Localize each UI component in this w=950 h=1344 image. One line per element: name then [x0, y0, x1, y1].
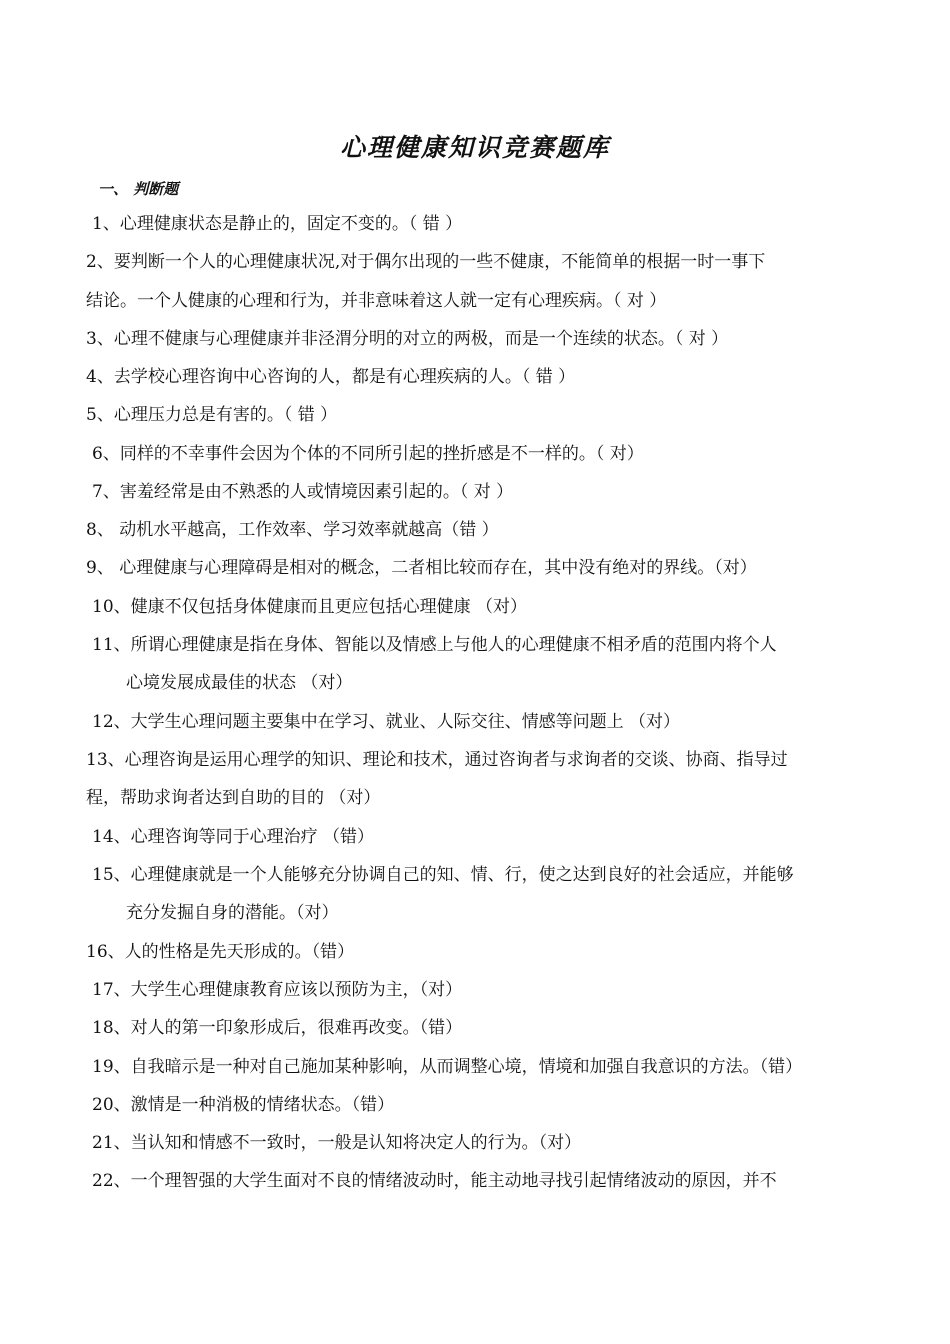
question-line: 18、对人的第一印象形成后，很难再改变。（错）: [92, 1018, 463, 1038]
question-line: 15、心理健康就是一个人能够充分协调自己的知、情、行，使之达到良好的社会适应，并能够: [92, 865, 794, 885]
question-line: 13、心理咨询是运用心理学的知识、理论和技术，通过咨询者与求询者的交谈、协商、指导过: [86, 750, 788, 770]
question-line: 6、同样的不幸事件会因为个体的不同所引起的挫折感是不一样的。（ 对）: [92, 444, 644, 464]
question-line: 17、大学生心理健康教育应该以预防为主，（对）: [92, 980, 463, 1000]
question-line: 程，帮助求询者达到自助的目的 （对）: [86, 788, 381, 808]
question-line: 19、自我暗示是一种对自己施加某种影响，从而调整心境，情境和加强自我意识的方法。（错）: [92, 1057, 803, 1077]
question-line: 11、所谓心理健康是指在身体、智能以及情感上与他人的心理健康不相矛盾的范围内将个人: [92, 635, 777, 655]
question-line: 2、要判断一个人的心理健康状况,对于偶尔出现的一些不健康，不能简单的根据一时一事下: [86, 252, 766, 272]
question-line: 14、心理咨询等同于心理治疗 （错）: [92, 827, 375, 847]
question-line: 4、去学校心理咨询中心咨询的人，都是有心理疾病的人。（ 错 ）: [86, 367, 576, 387]
question-line: 8、 动机水平越高，工作效率、学习效率就越高（错 ）: [86, 520, 499, 540]
question-line: 21、当认知和情感不一致时，一般是认知将决定人的行为。（对）: [92, 1133, 582, 1153]
question-line: 3、心理不健康与心理健康并非泾渭分明的对立的两极，而是一个连续的状态。（ 对 ）: [86, 329, 729, 349]
question-line: 充分发掘自身的潜能。（对）: [126, 903, 339, 923]
question-line: 12、大学生心理问题主要集中在学习、就业、人际交往、情感等问题上 （对）: [92, 712, 681, 732]
section-heading: 一、 判断题: [98, 180, 179, 198]
question-line: 心境发展成最佳的状态 （对）: [126, 673, 353, 693]
question-line: 9、 心理健康与心理障碍是相对的概念，二者相比较而存在，其中没有绝对的界线。（对）: [86, 558, 757, 578]
document-title: 心理健康知识竞赛题库: [339, 133, 610, 162]
question-line: 20、激情是一种消极的情绪状态。（错）: [92, 1095, 395, 1115]
question-line: 7、害羞经常是由不熟悉的人或情境因素引起的。（ 对 ）: [92, 482, 514, 502]
question-line: 16、人的性格是先天形成的。（错）: [86, 942, 355, 962]
question-line: 22、一个理智强的大学生面对不良的情绪波动时，能主动地寻找引起情绪波动的原因，并不: [92, 1171, 777, 1191]
question-line: 5、心理压力总是有害的。（ 错 ）: [86, 405, 338, 425]
question-line: 结论。一个人健康的心理和行为，并非意味着这人就一定有心理疾病。（ 对 ）: [86, 291, 667, 311]
question-line: 10、健康不仅包括身体健康而且更应包括心理健康 （对）: [92, 597, 528, 617]
question-line: 1、心理健康状态是静止的，固定不变的。（ 错 ）: [92, 214, 463, 234]
